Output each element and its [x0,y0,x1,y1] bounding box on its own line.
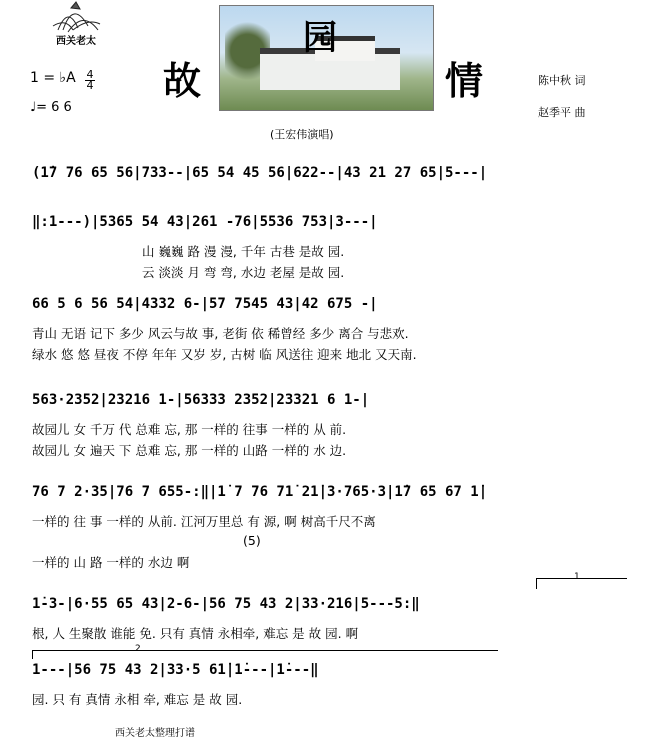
time-signature [85,70,95,91]
key-signature: 1 = ♭A [30,70,76,86]
volta-bracket-1 [536,578,627,589]
footer-credit: 西关老太整理打谱 [115,728,195,739]
time-sig-top: 4 [86,68,94,81]
notation-text: 66 5 6 56 54|4332 6-|57 7545 43|42 675 -| [32,296,378,312]
score-line-4 [0,392,647,412]
performer-credit: (王宏伟演唱) [270,128,334,141]
score-line-1 [0,165,647,185]
title-char-2: 园 [303,18,337,58]
lyric-line-3a: 故园儿 女 千万 代 总难 忘, 那 一样的 往事 一样的 从 前. [32,422,347,437]
repeat-mark-5: (5) [243,533,261,548]
notation-text: 1---|56 75 43 2|33·5 61̇|1̇---|1̇---‖ [32,662,319,678]
score-line-3 [0,296,647,316]
score-line-6 [0,596,647,616]
lyric-line-2b: 绿水 悠 悠 昼夜 不停 年年 又岁 岁, 古树 临 风送往 迎来 地北 又天南. [32,347,417,362]
title-char-1: 故 [163,58,202,103]
notation-text: 563·2352|23216 1-|56333 2352|23321 6 1-| [32,392,370,408]
lyric-line-4a: 一样的 往 事 一样的 从前. 江河万里总 有 源, 啊 树高千尺不离 [32,514,376,529]
volta-label-1: 1 [574,572,580,582]
lyric-line-5b: 园. 只 有 真情 永相 牵, 难忘 是 故 园. [32,692,243,707]
lyric-line-3b: 故园儿 女 遍天 下 总难 忘, 那 一样的 山路 一样的 水 边. [32,443,347,458]
notation-text: ‖:1---)|5365 54 43|261 -76|5536 753|3---| [32,214,378,230]
volta-bracket-2 [32,650,498,659]
volta-label-2: 2 [135,644,141,654]
lyric-line-4b: 一样的 山 路 一样的 水边 啊 [32,555,190,570]
lyric-line-1a: 山 巍巍 路 漫 漫, 千年 古巷 是故 园. [142,244,345,259]
title-char-3: 情 [445,58,484,103]
score-line-7 [0,662,647,682]
lyric-line-1b: 云 淡淡 月 弯 弯, 水边 老屋 是故 园. [142,265,345,280]
score-line-5 [0,484,647,504]
tempo-marking: ♩= 6 6 [30,100,72,115]
notation-text: (1̇7 76 65 56|733--|65 54 45 56|622--|43 21 27 65|5---| [32,165,488,181]
notation-text: 76 7 2·35|76 7 655-:‖|1̇ 7 76 71̇ 21̇|3·765·3|1̇7 65 67 1̇| [32,484,488,500]
logo-text: 西关老太 [56,36,96,47]
lyric-line-2a: 青山 无语 记下 多少 风云与故 事, 老街 依 稀曾经 多少 离合 与悲欢. [32,326,409,341]
notation-text: 1̇-3-|6·55 65 43|2-6-|56 75 43 2|33·216|5---5:‖ [32,596,420,612]
score-line-2 [0,214,647,234]
time-sig-bottom: 4 [86,79,94,92]
lyric-line-5a: 根, 人 生聚散 谁能 免. 只有 真情 永相牵, 难忘 是 故 园. 啊 [32,626,359,641]
composer-credit: 赵季平 曲 [538,106,586,119]
lyricist-credit: 陈中秋 词 [538,74,586,87]
